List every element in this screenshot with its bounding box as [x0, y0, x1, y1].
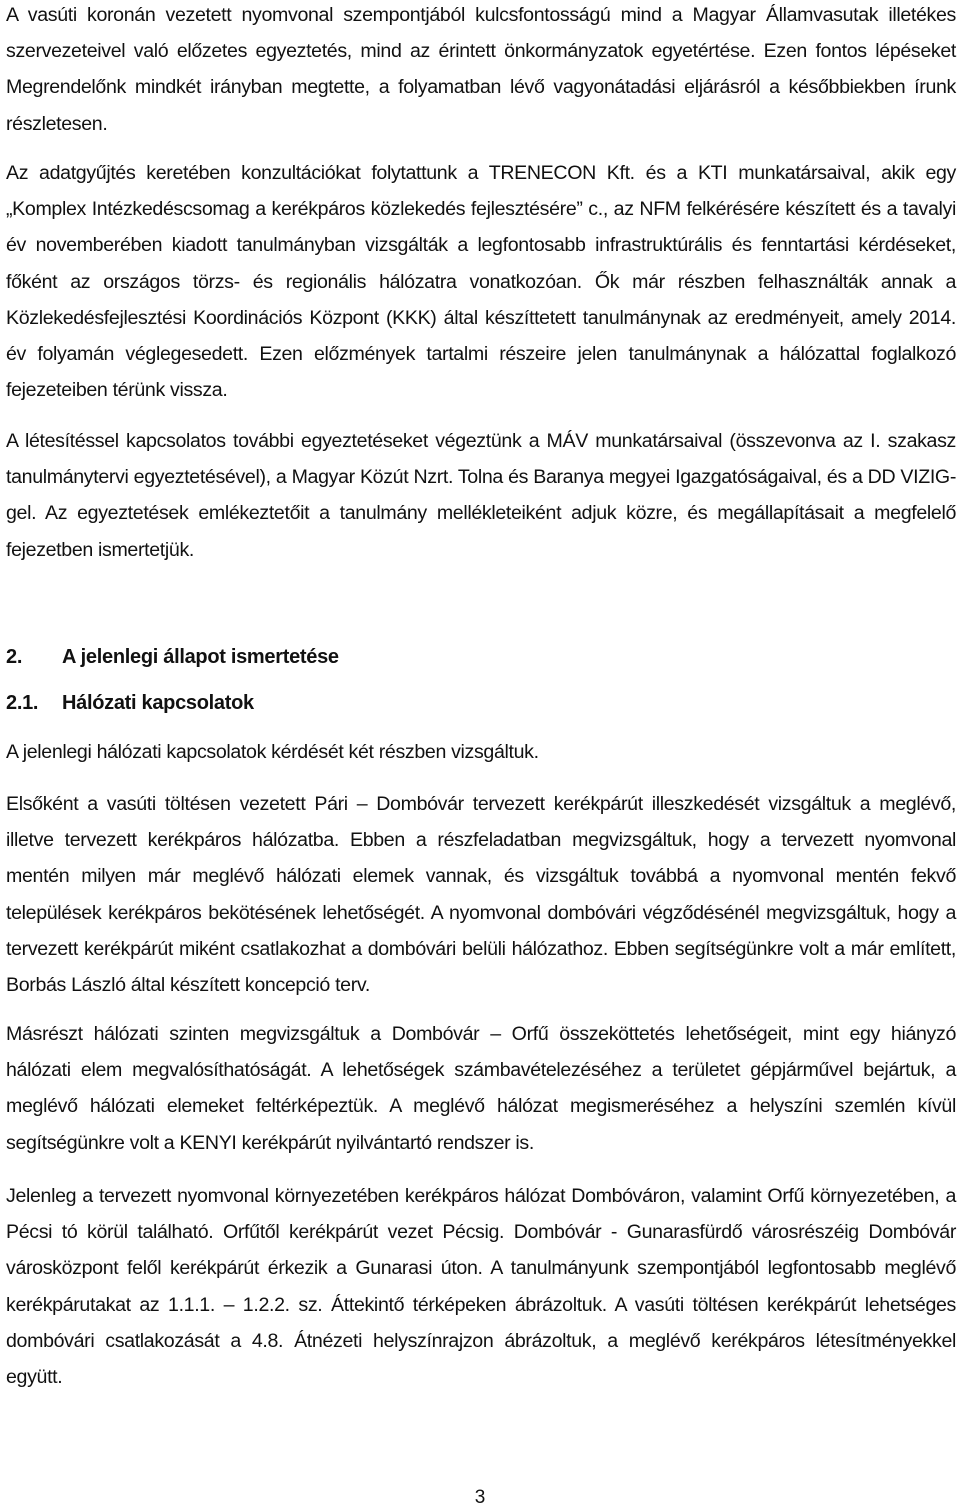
page-number: 3 — [474, 1487, 486, 1508]
paragraph-first-part: Elsőként a vasúti töltésen vezetett Pári – Dombóvár tervezett kerékpárút illeszkedését vizsgáltuk a meglévő, illetve tervezett kerékpáros hálózatba. Ebben a részfeladatban megvizsgáltuk, hogy a tervezett nyomvonal mentén milyen már meglévő hálózati elemek vannak, és vizsgáltuk továbbá a nyomvonal mentén fekvő települések kerékpáros bekötésének lehetőségét. A nyomvonal dombóvári végződésénél megvizsgáltuk, hogy a tervezett kerékpárút miként csatlakozhat a dombóvári belüli hálózathoz. Ebben segítségünkre volt a már említett, Borbás László által készített koncepció terv. — [6, 793, 956, 997]
subsection-number: 2.1. — [6, 692, 39, 714]
paragraph-mav-coordination: A vasúti koronán vezetett nyomvonal szempontjából kulcsfontosságú mind a Magyar Államvasutak illetékes szervezeteivel való előzetes egyeztetés, mind az érintett önkormányzatok egyetértése. Ezen fontos lépéseket Megrendelőnk mindkét irányban megtette, a folyamatban lévő vagyonátadási eljárásról a későbbiekben írunk részletesen. — [6, 4, 956, 135]
subsection-heading — [6, 685, 254, 721]
paragraph-intro: A jelenlegi hálózati kapcsolatok kérdését két részben vizsgáltuk. — [6, 741, 539, 763]
section-number: 2. — [6, 646, 23, 668]
section-heading — [6, 639, 339, 675]
section-title: A jelenlegi állapot ismertetése — [62, 646, 339, 668]
paragraph-current-network: Jelenleg a tervezett nyomvonal környezetében kerékpáros hálózat Dombóváron, valamint Orfű környezetében, a Pécsi tó körül található. Orfűtől kerékpárút vezet Pécsig. Dombóvár - Gunarasfürdő városrészéig Dombóvár városközpont felől kerékpárút érkezik a Gunarasi úton. A tanulmányunk szempontjából legfontosabb meglévő kerékpárutakat az 1.1.1. – 1.2.2. sz. Áttekintő térképeken ábrázoltuk. A vasúti töltésen kerékpárút lehetséges dombóvári csatlakozását a 4.8. Átnézeti helyszínrajzon ábrázoltuk, a meglévő kerékpáros létesítményekkel együtt. — [6, 1185, 956, 1389]
paragraph-data-collection: Az adatgyűjtés keretében konzultációkat folytattunk a TRENECON Kft. és a KTI munkatársaival, akik egy „Komplex Intézkedéscsomag a kerékpáros közlekedés fejlesztésére” c., az NFM felkérésére készített és a tavalyi év novemberében kiadott tanulmányban vizsgálták a legfontosabb infrastruktúrális és fenntartási kérdéseket, főként az országos törzs- és regionális hálózatra vonatkozóan. Ők már részben felhasználták annak a Közlekedésfejlesztési Koordinációs Központ (KKK) által készíttetett tanulmánynak az eredményeit, amely 2014. év folyamán véglegesedett. Ezen előzmények tartalmi részeire jelen tanulmánynak a hálózattal foglalkozó fejezeteiben térünk vissza. — [6, 162, 956, 402]
subsection-title: Hálózati kapcsolatok — [62, 692, 254, 714]
paragraph-further-consultations: A létesítéssel kapcsolatos további egyeztetéseket végeztünk a MÁV munkatársaival (összevonva az I. szakasz tanulmánytervi egyeztetésével), a Magyar Közút Nzrt. Tolna és Baranya megyei Igazgatóságaival, és a DD VIZIG-gel. Az egyeztetések emlékeztetőit a tanulmány mellékleteiként adjuk közre, és megállapításait a megfelelő fejezetben ismertetjük. — [6, 430, 956, 561]
paragraph-second-part: Másrészt hálózati szinten megvizsgáltuk a Dombóvár – Orfű összeköttetés lehetőségeit, mint egy hiányzó hálózati elem megvalósíthatóságát. A lehetőségek számbavételezéséhez a területet gépjárművel bejártuk, a meglévő hálózati elemeket feltérképeztük. A meglévő hálózat megismeréséhez a helyszíni szemlén kívül segítségünkre volt a KENYI kerékpárút nyilvántartó rendszer is. — [6, 1023, 956, 1154]
